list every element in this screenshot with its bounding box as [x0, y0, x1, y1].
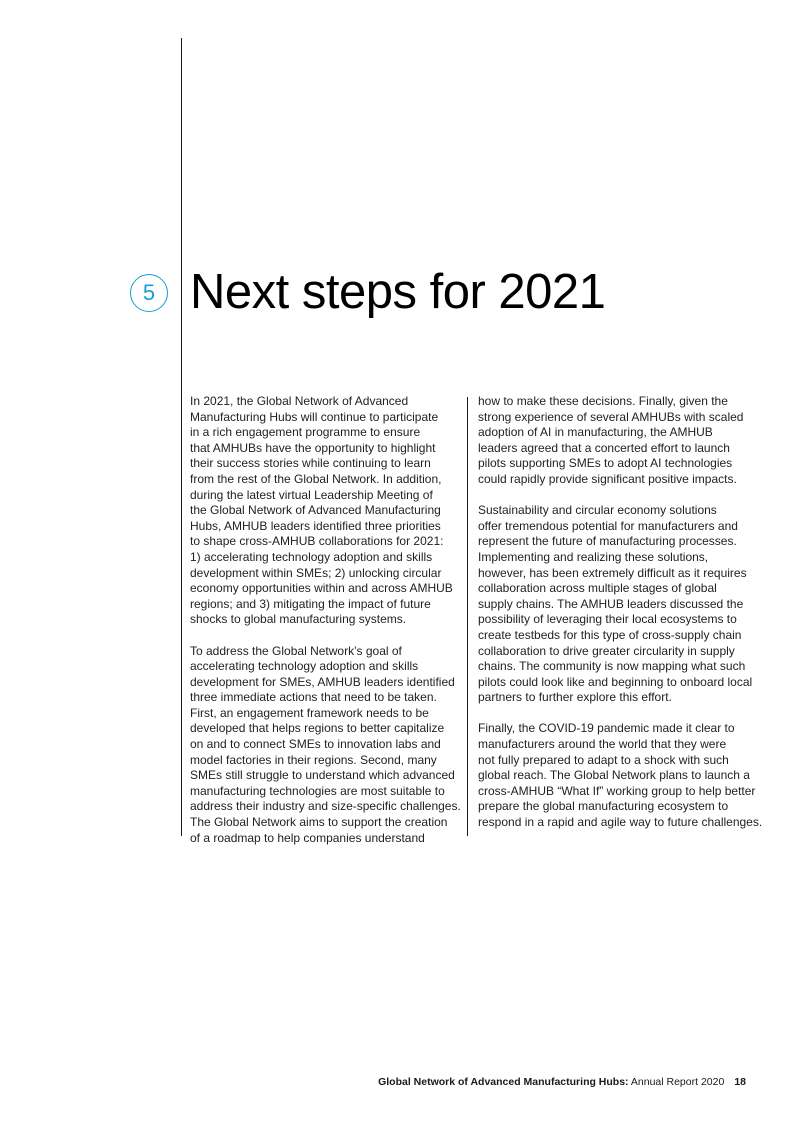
text-line: address their industry and size-specific challenges.	[190, 799, 461, 814]
text-line: possibility of leveraging their local ecosystems to	[478, 612, 737, 627]
body-column-right	[478, 394, 763, 831]
text-line: Finally, the COVID-19 pandemic made it clear to	[478, 721, 735, 736]
text-line: the Global Network of Advanced Manufacturing	[190, 503, 441, 518]
text-line: during the latest virtual Leadership Meeting of	[190, 487, 433, 502]
text-line: First, an engagement framework needs to be	[190, 705, 429, 720]
text-line: on and to connect SMEs to innovation labs and	[190, 737, 441, 752]
text-line: respond in a rapid and agile way to future challenges.	[478, 815, 763, 830]
text-line: cross-AMHUB “What If” working group to help better	[478, 783, 756, 798]
paragraph	[478, 503, 753, 706]
text-line: chains. The community is now mapping what such	[478, 659, 746, 674]
vertical-rule-column-divider	[467, 397, 468, 836]
text-line: leaders agreed that a concerted effort to launch	[478, 440, 730, 455]
section-number-badge: 5	[130, 274, 168, 312]
paragraph	[190, 643, 461, 847]
text-line: SMEs still struggle to understand which advanced	[190, 768, 455, 783]
text-line: three immediate actions that need to be taken.	[190, 690, 437, 705]
text-line: pilots supporting SMEs to adopt AI technologies	[478, 456, 733, 471]
text-line: global reach. The Global Network plans to launch a	[478, 768, 750, 783]
paragraph	[478, 721, 763, 830]
text-line: Hubs, AMHUB leaders identified three priorities	[190, 518, 441, 533]
page-footer	[378, 1076, 746, 1088]
text-line: development within SMEs; 2) unlocking circular	[190, 565, 442, 580]
footer-report-title-bold: Global Network of Advanced Manufacturing Hubs:	[378, 1076, 629, 1088]
text-line: from the rest of the Global Network. In addition,	[190, 471, 442, 486]
text-line: economy opportunities within and across AMHUB	[190, 581, 453, 596]
text-line: that AMHUBs have the opportunity to highlight	[190, 440, 436, 455]
text-line: create testbeds for this type of cross-supply chain	[478, 627, 742, 642]
text-line: developed that helps regions to better capitalize	[190, 721, 445, 736]
text-line: strong experience of several AMHUBs with scaled	[478, 409, 744, 424]
text-line: partners to further explore this effort.	[478, 690, 672, 705]
page-title: Next steps for 2021	[190, 265, 606, 319]
text-line: manufacturing technologies are most suitable to	[190, 783, 445, 798]
text-line: pilots could look like and beginning to onboard local	[478, 674, 753, 689]
text-line: regions; and 3) mitigating the impact of future	[190, 596, 431, 611]
text-line: To address the Global Network’s goal of	[190, 643, 402, 658]
footer-report-title-rest: Annual Report 2020	[628, 1076, 725, 1088]
text-line: represent the future of manufacturing processes.	[478, 534, 737, 549]
text-line: Sustainability and circular economy solutions	[478, 503, 717, 518]
paragraph	[478, 394, 750, 488]
text-line: supply chains. The AMHUB leaders discussed the	[478, 596, 744, 611]
footer-page-number: 18	[734, 1076, 746, 1088]
text-line: in a rich engagement programme to ensure	[190, 425, 421, 440]
text-line: In 2021, the Global Network of Advanced	[190, 394, 409, 408]
text-line: 1) accelerating technology adoption and skills	[190, 549, 433, 564]
text-line: collaboration to drive greater circularity in supply	[478, 643, 735, 658]
text-line: how to make these decisions. Finally, given the	[478, 394, 728, 408]
text-line: Implementing and realizing these solutions,	[478, 549, 709, 564]
text-line: shocks to global manufacturing systems.	[190, 612, 407, 627]
body-column-left	[190, 394, 461, 846]
text-line: development for SMEs, AMHUB leaders identified	[190, 674, 455, 689]
text-line: prepare the global manufacturing ecosystem to	[478, 799, 729, 814]
text-line: adoption of AI in manufacturing, the AMHUB	[478, 425, 713, 440]
text-line: collaboration across multiple stages of global	[478, 581, 717, 596]
text-line: accelerating technology adoption and skills	[190, 659, 419, 674]
text-line: model factories in their regions. Second, many	[190, 752, 437, 767]
text-line: their success stories while continuing to learn	[190, 456, 431, 471]
text-line: not fully prepared to adapt to a shock with such	[478, 752, 729, 767]
text-line: The Global Network aims to support the creation	[190, 815, 448, 830]
paragraph	[190, 394, 458, 628]
text-line: manufacturers around the world that they were	[478, 737, 727, 752]
text-line: to shape cross-AMHUB collaborations for 2021:	[190, 534, 444, 549]
vertical-rule-main	[181, 38, 182, 836]
text-line: however, has been extremely difficult as it requires	[478, 565, 747, 580]
text-line: Manufacturing Hubs will continue to participate	[190, 409, 439, 424]
text-line: could rapidly provide significant positive impacts.	[478, 471, 737, 486]
text-line: of a roadmap to help companies understand	[190, 830, 425, 845]
text-line: offer tremendous potential for manufacturers and	[478, 518, 738, 533]
